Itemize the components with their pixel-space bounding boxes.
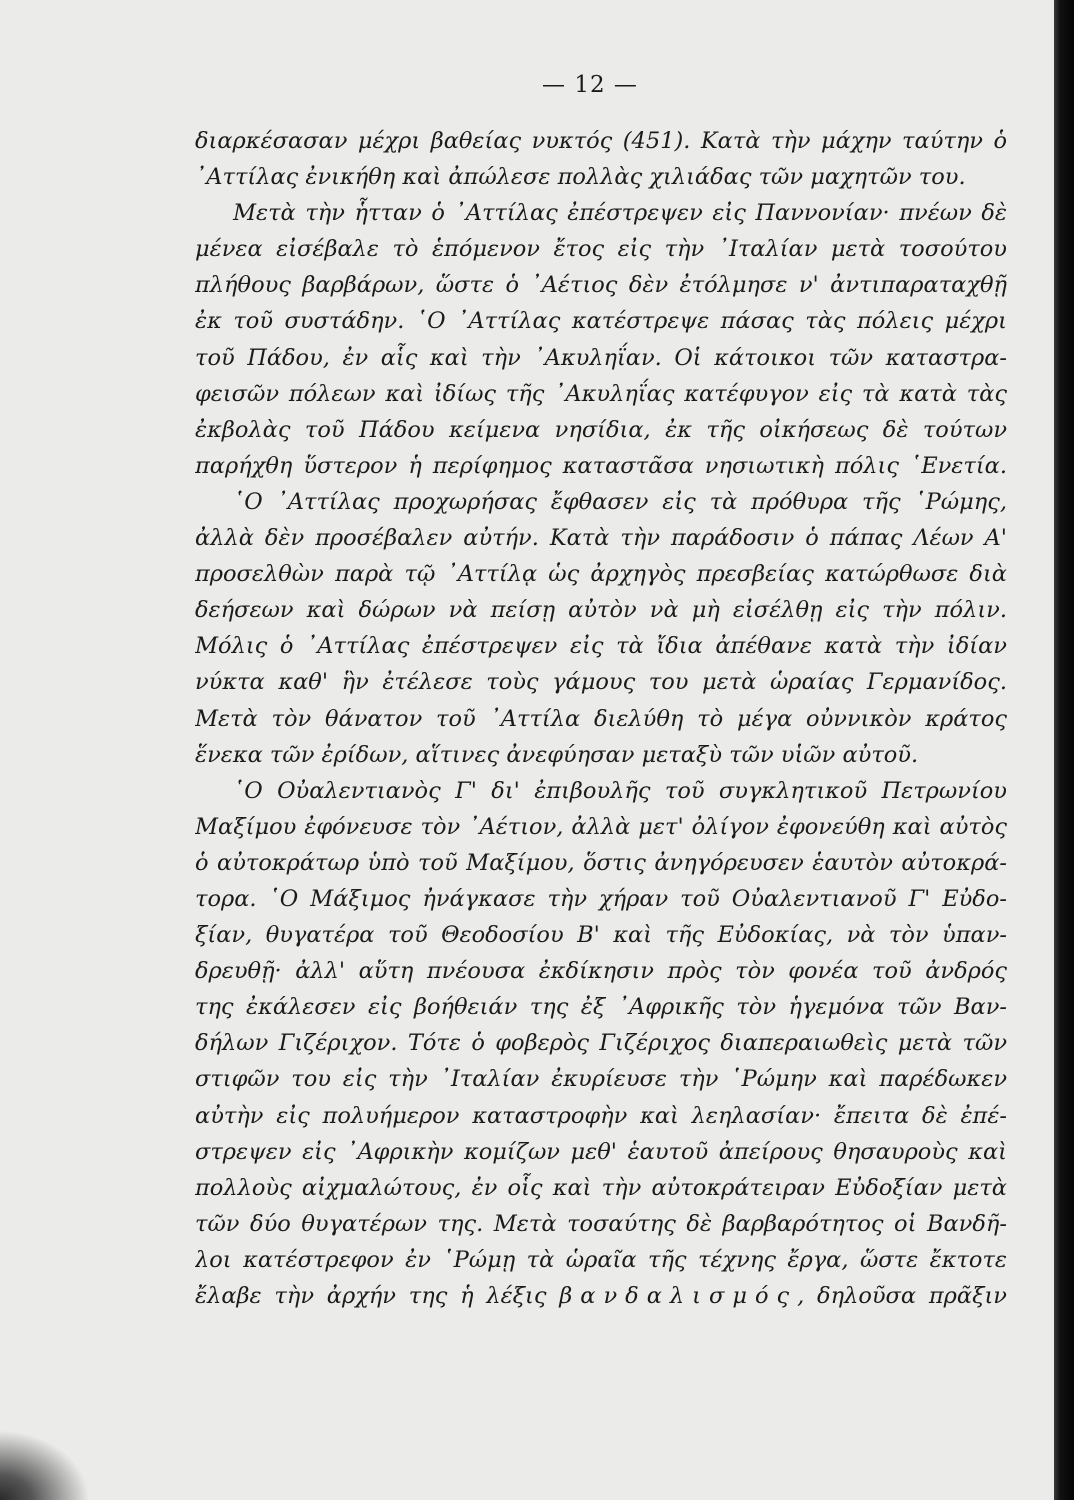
text-line: προσελθὼν παρὰ τῷ ᾿Αττίλᾳ ὡς ἀρχηγὸς πρεσβείας κατώρθωσε διὰ <box>195 561 1007 588</box>
text-line: Μετὰ τὸν θάνατον τοῦ ᾿Αττίλα διελύθη τὸ μέγα οὐννικὸν κράτος <box>195 705 1007 732</box>
text-line: ἕνεκα τῶν ἐρίδων, αἵτινες ἀνεφύησαν μεταξὺ τῶν υἱῶν αὐτοῦ. <box>195 741 919 768</box>
last-line-after: , δηλοῦσα πρᾶξιν <box>797 1283 1007 1309</box>
text-line: τῶν δύο θυγατέρων της. Μετὰ τοσαύτης δὲ βαρβαρότητος οἱ Βανδῆ- <box>195 1210 1007 1237</box>
text-line: φεισῶν πόλεων καὶ ἰδίως τῆς ᾿Ακυληΐας κατέφυγον εἰς τὰ κατὰ τὰς <box>195 380 1007 407</box>
text-line-last <box>195 1278 1007 1314</box>
text-line: δήλων Γιζέριχον. Τότε ὁ φοβερὸς Γιζέριχος διαπεραιωθεὶς μετὰ τῶν <box>195 1030 1007 1057</box>
text-line: ἐκβολὰς τοῦ Πάδου κείμενα νησίδια, ἐκ τῆς οἰκήσεως δὲ τούτων <box>195 416 1007 443</box>
text-line: ὁ αὐτοκράτωρ ὑπὸ τοῦ Μαξίμου, ὅστις ἀνηγόρευσεν ἑαυτὸν αὐτοκρά- <box>195 849 1007 876</box>
text-line: νύκτα καθ' ἣν ἐτέλεσε τοὺς γάμους του μετὰ ὡραίας Γερμανίδος. <box>195 669 1007 696</box>
text-line: ἀλλὰ δὲν προσέβαλεν αὐτήν. Κατὰ τὴν παράδοσιν ὁ πάπας Λέων Α' <box>195 525 1007 552</box>
text-line: μένεα εἰσέβαλε τὸ ἑπόμενον ἔτος εἰς τὴν ᾿Ιταλίαν μετὰ τοσούτου <box>195 236 1007 263</box>
text-line: διαρκέσασαν μέχρι βαθείας νυκτός (451). Κατὰ τὴν μάχην ταύτην ὁ <box>195 128 1007 154</box>
spaced-word-vandalismos: βανδαλισμός <box>559 1283 798 1309</box>
text-line: πολλοὺς αἰχμαλώτους, ἐν οἷς καὶ τὴν αὐτοκράτειραν Εὐδοξίαν μετὰ <box>195 1174 1007 1201</box>
text-line: στιφῶν του εἰς τὴν ᾿Ιταλίαν ἐκυρίευσε τὴν ῾Ρώμην καὶ παρέδωκεν <box>195 1066 1007 1093</box>
text-line: στρεψεν εἰς ᾿Αφρικὴν κομίζων μεθ' ἑαυτοῦ ἀπείρους θησαυροὺς καὶ <box>195 1138 1007 1165</box>
text-line: Μόλις ὁ ᾿Αττίλας ἐπέστρεψεν εἰς τὰ ἴδια ἀπέθανε κατὰ τὴν ἰδίαν <box>195 633 1007 660</box>
text-line: πλήθους βαρβάρων, ὥστε ὁ ᾿Αέτιος δὲν ἐτόλμησε ν' ἀντιπαραταχθῇ <box>195 272 1007 299</box>
text-line: ῾Ο Οὐαλεντιανὸς Γ' δι' ἐπιβουλῆς τοῦ συγκλητικοῦ Πετρωνίου <box>233 777 1007 804</box>
text-line: αὐτὴν εἰς πολυήμερον καταστροφὴν καὶ λεηλασίαν· ἔπειτα δὲ ἐπέ- <box>195 1102 1007 1129</box>
text-line: δεήσεων καὶ δώρων νὰ πείσῃ αὐτὸν νὰ μὴ εἰσέλθῃ εἰς τὴν πόλιν. <box>195 597 1007 624</box>
page-binding-edge <box>1054 0 1074 1500</box>
text-line: ῾Ο ᾿Αττίλας προχωρήσας ἔφθασεν εἰς τὰ πρόθυρα τῆς ῾Ρώμης, <box>233 488 1007 515</box>
text-line: ᾿Αττίλας ἐνικήθη καὶ ἀπώλεσε πολλὰς χιλιάδας τῶν μαχητῶν του. <box>195 164 966 191</box>
text-line: Μετὰ τὴν ἧτταν ὁ ᾿Αττίλας ἐπέστρεψεν εἰς Παννονίαν· πνέων δὲ <box>233 200 1007 227</box>
last-line-before: ἔλαβε τὴν ἀρχήν της ἡ λέξις <box>195 1283 560 1309</box>
text-line: τορα. ῾Ο Μάξιμος ἠνάγκασε τὴν χήραν τοῦ Οὐαλεντιανοῦ Γ' Εὐδο- <box>195 885 1007 912</box>
text-line: Μαξίμου ἐφόνευσε τὸν ᾿Αέτιον, ἀλλὰ μετ' ὀλίγον ἐφονεύθη καὶ αὐτὸς <box>195 813 1007 840</box>
text-line: της ἐκάλεσεν εἰς βοήθειάν της ἐξ ᾿Αφρικῆς τὸν ἡγεμόνα τῶν Βαν- <box>195 994 1007 1021</box>
text-line: λοι κατέστρεφον ἐν ῾Ρώμῃ τὰ ὡραῖα τῆς τέχνης ἔργα, ὥστε ἔκτοτε <box>195 1246 1007 1273</box>
text-line: ξίαν, θυγατέρα τοῦ Θεοδοσίου Β' καὶ τῆς Εὐδοκίας, νὰ τὸν ὑπαν- <box>195 922 1007 949</box>
text-line: τοῦ Πάδου, ἐν αἷς καὶ τὴν ᾿Ακυληΐαν. Οἱ κάτοικοι τῶν καταστρα- <box>195 344 1007 371</box>
corner-shadow <box>0 1430 90 1500</box>
body-text <box>195 123 1007 1314</box>
page-number: — 12 — <box>542 72 638 98</box>
text-line: δρευθῇ· ἀλλ' αὕτη πνέουσα ἐκδίκησιν πρὸς τὸν φονέα τοῦ ἀνδρός <box>195 958 1007 985</box>
text-line: ἐκ τοῦ συστάδην. ῾Ο ᾿Αττίλας κατέστρεψε πάσας τὰς πόλεις μέχρι <box>195 308 1007 335</box>
text-line: παρήχθη ὕστερον ἡ περίφημος καταστᾶσα νησιωτικὴ πόλις ῾Ενετία. <box>195 452 1007 479</box>
